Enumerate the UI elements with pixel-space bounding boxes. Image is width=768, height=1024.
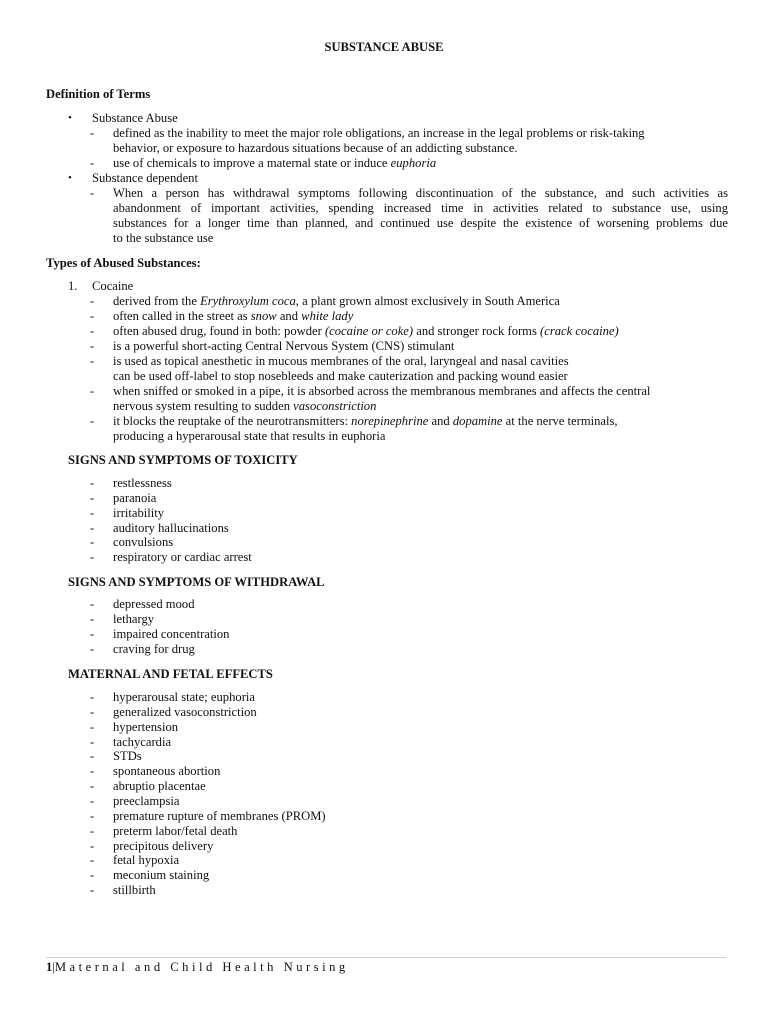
bullet-marker: • — [68, 112, 72, 124]
list-item-text: paranoia — [113, 490, 157, 505]
list-item-text: abruptio placentae — [113, 779, 206, 794]
list-item-text: stillbirth — [113, 883, 156, 898]
definition-line — [113, 156, 728, 171]
list-item-text: hyperarousal state; euphoria — [113, 690, 255, 704]
dash-marker: - — [90, 384, 95, 398]
text-italic: (crack cocaine) — [540, 324, 619, 338]
text-run: often abused drug, found in both: powder — [113, 324, 325, 338]
dash-marker: - — [90, 719, 95, 734]
point-text: when sniffed or smoked in a pipe, it is absorbed across the membranous membranes and affects the central — [113, 384, 651, 398]
list-item-text: irritability — [113, 505, 165, 520]
text-run: and — [276, 309, 302, 323]
point-text: can be used off-label to stop nosebleeds and make cauterization and packing wound easier — [113, 369, 568, 383]
definition-line: substances for a longer time than planned, and continued use despite the existence of worsening problems due — [113, 216, 728, 230]
dash-marker: - — [90, 734, 95, 749]
dash-marker: - — [90, 626, 95, 641]
dash-marker: - — [90, 550, 95, 565]
point-text — [113, 414, 618, 429]
definition-line: behavior, or exposure to hazardous situations because of an addicting substance. — [113, 141, 518, 155]
list-item-text: spontaneous abortion — [113, 764, 221, 779]
substance-name: Cocaine — [92, 279, 134, 293]
toxicity-heading: SIGNS AND SYMPTOMS OF TOXICITY — [68, 453, 298, 467]
types-heading: Types of Abused Substances: — [46, 256, 201, 270]
definition-heading: Definition of Terms — [46, 87, 151, 101]
page-title: SUBSTANCE ABUSE — [324, 40, 444, 54]
page-footer — [46, 957, 726, 975]
dash-marker: - — [90, 823, 95, 838]
list-item-text: generalized vasoconstriction — [113, 704, 257, 719]
list-item-text: fetal hypoxia — [113, 853, 180, 868]
dash-marker: - — [90, 339, 95, 353]
list-item-text: lethargy — [113, 611, 155, 626]
list-item-text: respiratory or cardiac arrest — [113, 550, 252, 565]
dash-marker: - — [90, 505, 95, 520]
dash-marker: - — [90, 294, 95, 308]
text-italic: norepinephrine — [351, 414, 429, 428]
list-item-text: meconium staining — [113, 868, 210, 883]
dash-marker: - — [90, 704, 95, 719]
term-name: Substance Abuse — [92, 111, 178, 125]
point-text — [113, 324, 619, 339]
list-item-text: craving for drug — [113, 641, 195, 656]
definition-term-italic: euphoria — [390, 156, 437, 170]
effects-heading: MATERNAL AND FETAL EFFECTS — [68, 667, 273, 681]
text-run: and — [428, 414, 453, 428]
text-italic: dopamine — [452, 414, 503, 428]
dash-marker: - — [90, 126, 95, 140]
list-item-text: STDs — [113, 749, 142, 764]
definition-line: defined as the inability to meet the major role obligations, an increase in the legal problems or risk-taking — [113, 126, 645, 140]
point-text: is used as topical anesthetic in mucous membranes of the oral, laryngeal and nasal cavities — [113, 354, 569, 368]
list-item-text: hypertension — [113, 719, 179, 734]
dash-marker: - — [90, 597, 95, 611]
text-run: derived from the — [113, 294, 201, 308]
list-item-text: precipitous delivery — [113, 838, 214, 853]
list-item-text: premature rupture of membranes (PROM) — [113, 808, 326, 823]
point-text: is a powerful short-acting Central Nervous System (CNS) stimulant — [113, 339, 455, 353]
list-number: 1. — [68, 279, 78, 293]
bullet-marker: • — [68, 172, 72, 184]
text-run: , a plant grown almost exclusively in South America — [295, 294, 560, 308]
dash-marker: - — [90, 535, 95, 550]
text-run: it blocks the reuptake of the neurotransmitters: — [113, 414, 352, 428]
definition-line: When a person has withdrawal symptoms following discontinuation of the substance, and such activities as — [113, 186, 728, 200]
text-italic: (cocaine or coke) — [324, 324, 414, 338]
dash-marker: - — [90, 309, 95, 323]
list-item-text: preterm labor/fetal death — [113, 823, 238, 838]
dash-marker: - — [90, 838, 95, 853]
list-item-text: tachycardia — [113, 734, 172, 749]
dash-marker: - — [90, 808, 95, 823]
text-run: at the nerve terminals, — [502, 414, 618, 428]
dash-marker: - — [90, 611, 95, 626]
text-run: nervous system resulting to sudden — [113, 399, 294, 413]
text-run: and stronger rock forms — [413, 324, 541, 338]
text-italic: vasoconstriction — [293, 399, 377, 413]
definition-line: to the substance use — [113, 231, 214, 245]
list-item-text: convulsions — [113, 535, 174, 550]
text-run: often called in the street as — [113, 309, 251, 323]
dash-marker: - — [90, 764, 95, 779]
list-item-text: restlessness — [113, 476, 172, 490]
withdrawal-heading: SIGNS AND SYMPTOMS OF WITHDRAWAL — [68, 575, 325, 589]
dash-marker: - — [90, 414, 95, 428]
point-text — [113, 399, 376, 414]
dash-marker: - — [90, 853, 95, 868]
term-name: Substance dependent — [92, 171, 198, 185]
dash-marker: - — [90, 868, 95, 883]
dash-marker: - — [90, 641, 95, 656]
text-italic: snow — [250, 309, 277, 323]
dash-marker: - — [90, 690, 95, 704]
point-text — [113, 309, 353, 324]
point-text: producing a hyperarousal state that results in euphoria — [113, 429, 386, 443]
dash-marker: - — [90, 490, 95, 505]
dash-marker: - — [90, 156, 95, 170]
dash-marker: - — [90, 793, 95, 808]
dash-marker: - — [90, 476, 95, 490]
list-item-text: auditory hallucinations — [113, 520, 229, 535]
list-item-text: depressed mood — [113, 597, 195, 611]
dash-marker: - — [90, 324, 95, 338]
definition-text: use of chemicals to improve a maternal state or induce — [113, 156, 391, 170]
definition-line: abandonment of important activities, spending increased time in activities related to substance use, using — [113, 201, 728, 215]
text-italic: Erythroxylum coca — [200, 294, 296, 308]
footer-course-title: Maternal and Child Health Nursing — [54, 960, 349, 974]
list-item-text: impaired concentration — [113, 626, 230, 641]
dash-marker: - — [90, 749, 95, 764]
dash-marker: - — [90, 186, 95, 200]
dash-marker: - — [90, 779, 95, 794]
dash-marker: - — [90, 520, 95, 535]
dash-marker: - — [90, 883, 95, 898]
footer-page-number: 1 — [46, 960, 53, 974]
dash-marker: - — [90, 354, 95, 368]
list-item-text: preeclampsia — [113, 793, 180, 808]
footer-separator: | — [52, 960, 55, 974]
point-text — [113, 294, 560, 309]
text-italic: white lady — [301, 309, 354, 323]
